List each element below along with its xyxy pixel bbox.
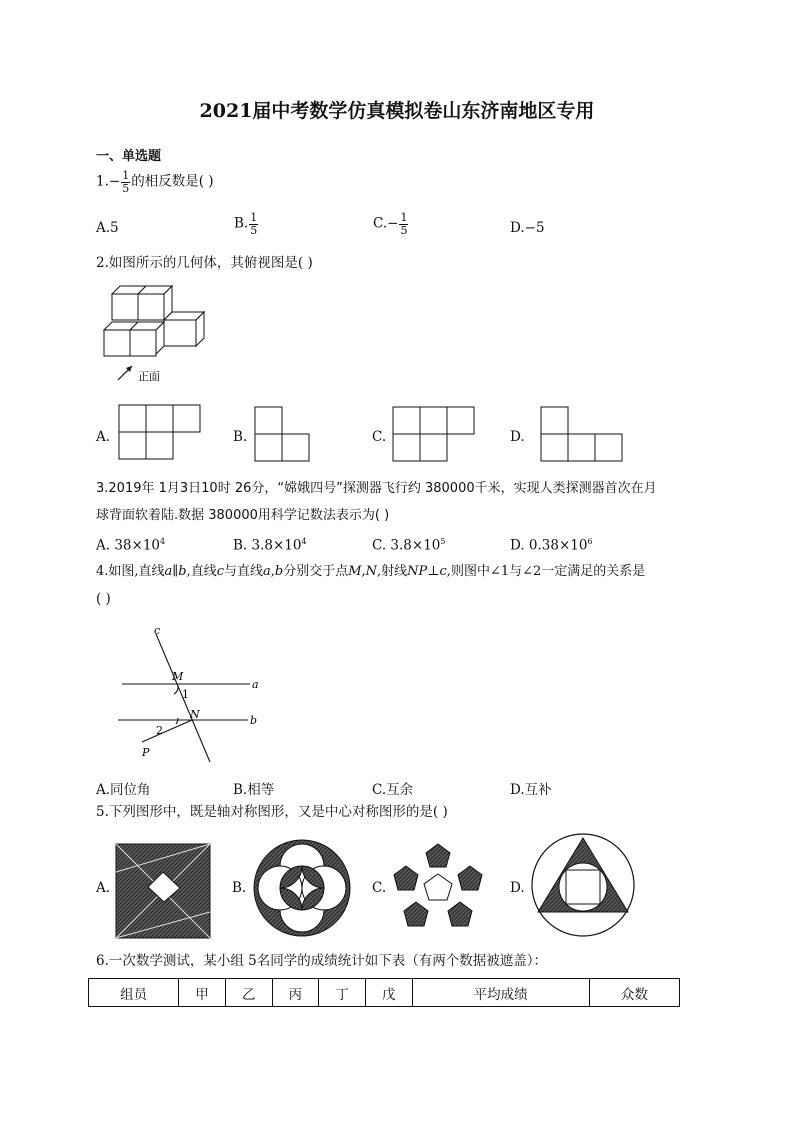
q1-option-b[interactable]	[234, 212, 259, 236]
table-header-cell: 组员	[89, 979, 179, 1007]
q4-option-a[interactable]: A.同位角	[96, 782, 151, 798]
q3-option-b-exp: 4	[301, 537, 307, 546]
q1-minus: −	[108, 173, 121, 190]
q3-option-d-base: D. 0.38×10	[510, 537, 588, 554]
q1-option-c[interactable]	[373, 212, 409, 236]
q4-line-1: 4.如图,直线𝑎∥𝑏,直线𝑐与直线𝑎,𝑏分别交于点𝑀,𝑁,射线𝑁𝑃⊥𝑐,则图中∠1与∠2一定满足的关系是	[96, 564, 646, 579]
q1-fraction	[121, 170, 130, 194]
q2-option-d-label[interactable]: D.	[510, 429, 525, 445]
q4-option-c[interactable]: C.互余	[372, 782, 414, 798]
q5-option-d-label[interactable]: D.	[510, 880, 525, 896]
score-table	[88, 978, 680, 1007]
question-1	[96, 170, 214, 194]
q5-option-b-figure[interactable]	[252, 838, 352, 938]
q1-option-c-label: C.−	[373, 215, 399, 232]
parallel-lines-figure	[112, 622, 272, 764]
q3-option-b[interactable]	[233, 537, 307, 554]
q1-option-a[interactable]: A.5	[96, 220, 119, 236]
q3-option-b-base: B. 3.8×10	[233, 537, 302, 554]
table-header-cell: 甲	[179, 979, 226, 1007]
q5-option-c-label[interactable]: C.	[372, 880, 387, 896]
q1-fraction-num: 1	[122, 169, 130, 182]
table-row	[89, 979, 680, 1007]
question-2: 2.如图所示的几何体，其俯视图是( )	[96, 255, 313, 271]
q2-option-c-figure[interactable]	[392, 406, 476, 462]
q5-option-d-figure[interactable]	[530, 832, 636, 938]
label-P: P	[142, 746, 150, 759]
q5-option-a-label[interactable]: A.	[96, 880, 111, 896]
q3-line-1: 3.2019年 1月3日10时 26分，“嫦娥四号”探测器飞行约 380000千米，实现人类探测器首次在月	[96, 481, 657, 496]
label-c: c	[154, 624, 161, 637]
table-header-cell: 丙	[272, 979, 319, 1007]
front-label: 正面	[138, 370, 160, 383]
q3-option-d[interactable]	[510, 537, 593, 554]
q1-text: 的相反数是( )	[131, 173, 214, 190]
q2-option-a-figure[interactable]	[118, 404, 202, 460]
table-header-cell: 众数	[589, 979, 679, 1007]
q1-option-b-num: 1	[250, 211, 258, 224]
table-header-cell: 戊	[365, 979, 412, 1007]
q2-option-d-figure[interactable]	[540, 406, 624, 462]
q1-option-c-num: 1	[400, 211, 408, 224]
table-header-cell: 平均成绩	[412, 979, 589, 1007]
label-b: b	[250, 714, 258, 727]
q3-line-2: 球背面软着陆.数据 380000用科学记数法表示为( )	[96, 508, 390, 523]
q1-option-b-den: 5	[250, 223, 258, 237]
q1-number: 1.	[96, 173, 109, 190]
q2-option-c-label[interactable]: C.	[372, 429, 387, 445]
q1-option-c-den: 5	[400, 223, 408, 237]
q4-line-2: ( )	[96, 591, 111, 607]
q2-option-b-label[interactable]: B.	[233, 429, 248, 445]
q5-option-b-label[interactable]: B.	[232, 880, 247, 896]
table-header-cell: 乙	[225, 979, 272, 1007]
q5-option-c-figure[interactable]	[390, 840, 486, 932]
label-M: M	[172, 670, 184, 683]
q5-option-a-figure[interactable]	[114, 842, 212, 940]
q1-fraction-den: 5	[122, 181, 130, 195]
label-N: N	[190, 708, 200, 721]
q2-option-a-label[interactable]: A.	[96, 429, 111, 445]
question-6: 6.一次数学测试，某小组 5名同学的成绩统计如下表（有两个数据被遮盖）：	[96, 953, 548, 969]
label-2: 2	[156, 724, 163, 737]
question-5: 5.下列图形中，既是轴对称图形，又是中心对称图形的是( )	[96, 804, 448, 820]
q3-option-a-exp: 4	[160, 537, 166, 546]
section-heading: 一、单选题	[96, 149, 162, 164]
q1-option-b-label: B.	[234, 215, 249, 232]
page-title: 2021届中考数学仿真模拟卷山东济南地区专用	[199, 100, 595, 122]
label-1: 1	[182, 688, 189, 701]
q3-option-a-base: A. 38×10	[96, 537, 160, 554]
q3-option-c[interactable]	[372, 537, 445, 554]
table-header-cell: 丁	[319, 979, 366, 1007]
q1-option-d[interactable]: D.−5	[510, 220, 545, 236]
cube-solid-figure	[100, 282, 210, 386]
label-a: a	[252, 678, 259, 691]
q2-option-b-figure[interactable]	[254, 406, 312, 462]
q4-option-d[interactable]: D.互补	[510, 782, 552, 798]
q4-option-b[interactable]: B.相等	[233, 782, 275, 798]
q3-option-d-exp: 6	[587, 537, 593, 546]
q3-option-c-exp: 5	[440, 537, 446, 546]
q3-option-c-base: C. 3.8×10	[372, 537, 441, 554]
q3-option-a[interactable]	[96, 537, 165, 554]
